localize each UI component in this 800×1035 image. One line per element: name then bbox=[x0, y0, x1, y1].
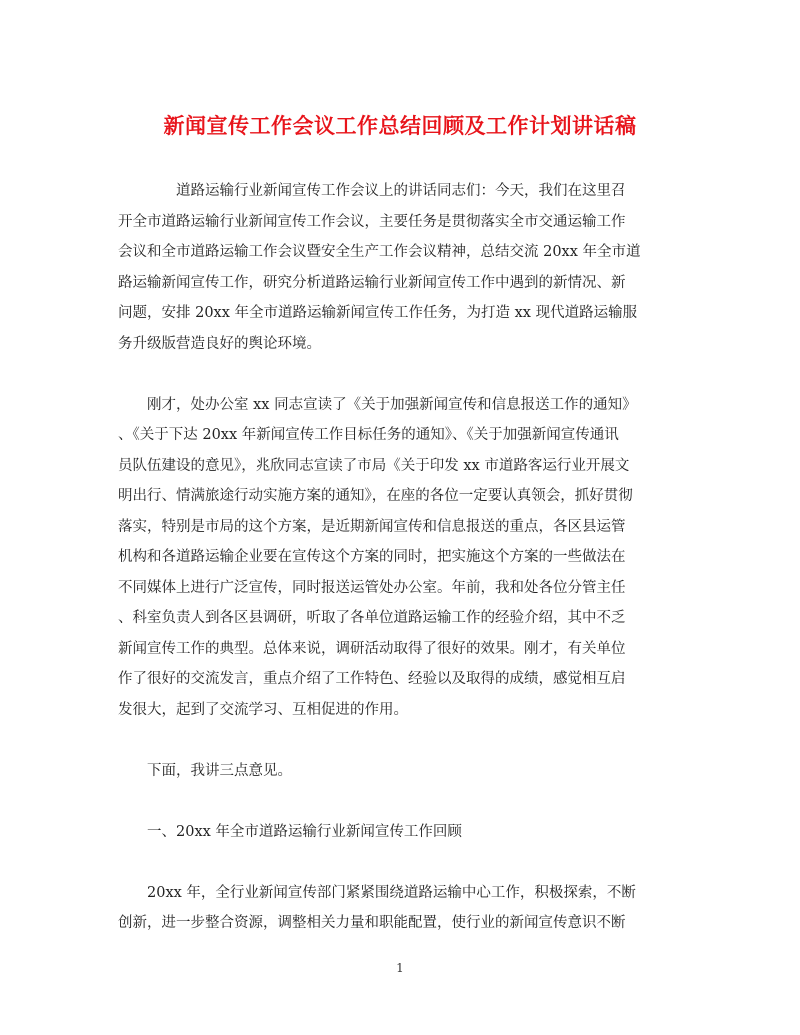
paragraph-gap bbox=[118, 359, 684, 390]
document-body bbox=[118, 176, 684, 939]
page-number: 1 bbox=[396, 961, 404, 975]
text-line: 不同媒体上进行广泛宣传，同时报送运管处办公室。年前，我和处各位分管主任 bbox=[118, 579, 626, 596]
text-line: 下面，我讲三点意见。 bbox=[147, 762, 292, 779]
text-line: 新闻宣传工作的典型。总体来说，调研活动取得了很好的效果。刚才，有关单位 bbox=[118, 640, 626, 657]
paragraph bbox=[118, 390, 684, 726]
document-title: 新闻宣传工作会议工作总结回顾及工作计划讲话稿 bbox=[163, 113, 637, 138]
paragraph-gap bbox=[118, 786, 684, 817]
text-line: 作了很好的交流发言，重点介绍了工作特色、经验以及取得的成绩，感觉相互启 bbox=[118, 671, 626, 687]
text-line: 员队伍建设的意见》，兆欣同志宣读了市局《关于印发 xx 市道路客运行业开展文 bbox=[118, 457, 630, 474]
text-line: 路运输新闻宣传工作，研究分析道路运输行业新闻宣传工作中遇到的新情况、新 bbox=[118, 274, 626, 291]
paragraph bbox=[118, 756, 684, 787]
section-heading bbox=[118, 817, 684, 848]
text-line: 20xx 年，全行业新闻宣传部门紧紧围绕道路运输中心工作，积极探索，不断 bbox=[147, 884, 636, 901]
text-line: 刚才，处办公室 xx 同志宣读了《关于加强新闻宣传和信息报送工作的通知》 bbox=[147, 396, 637, 413]
text-line: 创新，进一步整合资源，调整相关力量和职能配置，使行业的新闻宣传意识不断 bbox=[118, 915, 626, 931]
text-line: 发很大，起到了交流学习、互相促进的作用。 bbox=[118, 701, 408, 718]
text-line: 会议和全市道路运输工作会议暨安全生产工作会议精神，总结交流 20xx 年全市道 bbox=[118, 244, 641, 260]
text-line: 务升级版营造良好的舆论环境。 bbox=[118, 335, 321, 352]
text-line: 一、20xx 年全市道路运输行业新闻宣传工作回顾 bbox=[147, 823, 462, 840]
text-line: 、《关于下达 20xx 年新闻宣传工作目标任务的通知》、《关于加强新闻宣传通讯 bbox=[118, 427, 619, 443]
paragraph-gap bbox=[118, 725, 684, 756]
text-line: 问题，安排 20xx 年全市道路运输新闻宣传工作任务，为打造 xx 现代道路运输服 bbox=[118, 305, 638, 321]
text-line: 、科室负责人到各区县调研，听取了各单位道路运输工作的经验介绍，其中不乏 bbox=[118, 610, 626, 626]
paragraph bbox=[118, 176, 684, 359]
text-line: 明出行、情满旅途行动实施方案的通知》，在座的各位一定要认真领会，抓好贯彻 bbox=[118, 488, 633, 504]
paragraph bbox=[118, 878, 684, 939]
text-line: 机构和各道路运输企业要在宣传这个方案的同时，把实施这个方案的一些做法在 bbox=[118, 549, 626, 565]
paragraph-gap bbox=[118, 847, 684, 878]
text-line: 落实，特别是市局的这个方案，是近期新闻宣传和信息报送的重点，各区县运管 bbox=[118, 518, 626, 535]
text-line: 道路运输行业新闻宣传工作会议上的讲话同志们：今天，我们在这里召 bbox=[176, 183, 626, 199]
text-line: 开全市道路运输行业新闻宣传工作会议，主要任务是贯彻落实全市交通运输工作 bbox=[118, 213, 626, 230]
